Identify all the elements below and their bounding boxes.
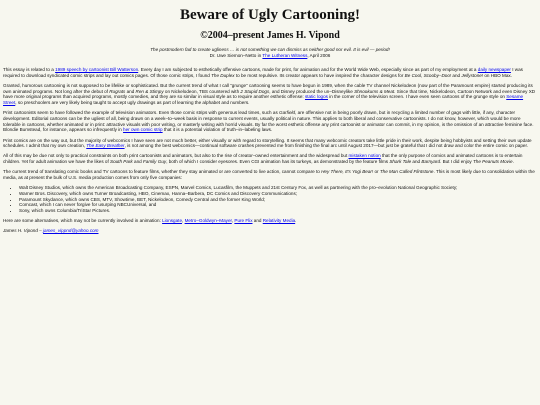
- text: This essay is related to a: [3, 67, 56, 72]
- text: and: [451, 72, 462, 78]
- text: .: [512, 159, 514, 165]
- attribution-prefix: Dr. Uwe Siemon–Netto in: [209, 53, 263, 58]
- paragraph-4: [3, 138, 537, 149]
- epigraph-quote: The postmodern fad to create ugliness … is not something we can dismiss as neither good nor evil. It is evil — period!: [150, 47, 390, 52]
- title-south-park: South Park: [110, 159, 133, 165]
- lutheran-witness-link[interactable]: The Lutheran Witness: [262, 53, 308, 58]
- text: . But I did enjoy: [440, 159, 473, 165]
- list-item: • Warner Bros. Discovery, which owns Turner Broadcasting, HBO, Cinemax, Hanna–Barbera, DC Comics and Discovery Communications;: [19, 191, 537, 197]
- author-email-link[interactable]: james_vippnd@yahoo.com: [43, 228, 99, 234]
- title-flintstone: The Man Called Flintstone: [379, 169, 434, 175]
- text: Here are some alternatives, which may not be currently involved in animation:: [3, 218, 163, 224]
- list-item: • Paramount Skydance, which owns CBS, MTV, Showtime, BET, Nickelodeon, Comedy Central and the former King World;: [19, 197, 537, 203]
- paragraph-7: [3, 218, 537, 224]
- signature: [3, 228, 537, 233]
- company-list: [3, 185, 537, 214]
- daily-newspaper-link[interactable]: daily newspaper: [477, 67, 511, 72]
- copyright-line: ©2004–present James H. Vipond: [200, 30, 340, 41]
- text: and: [132, 159, 143, 165]
- title-2-stupid-dogs: 2 Stupid Dogs: [240, 88, 270, 94]
- mistaken-notion-link[interactable]: mistaken notion: [348, 153, 381, 159]
- text: or: [373, 169, 380, 175]
- sesame-street-link[interactable]: Sesame Street: [3, 94, 524, 106]
- author-name: James H. Vipond: [3, 228, 38, 234]
- text: . Every day I am subjected to esthetically offensive cartoons, made for print, for animation and for the World Wide Web, especially since as part of my employment at a: [138, 67, 478, 72]
- text: All of this may be due not only to practical constraints on both print cartoonists and animators, but also to the rise of creator–owned entertainment and the widespread but: [3, 153, 349, 159]
- text: . Since that time, Nickelodeon, Cartoon Network and even Disney XD have more original programs than acquired programs, mostly comedies, and they are so similar in visual style as to require another esthetic offense:: [3, 88, 536, 100]
- text: to be most repulsive. Its creator appears to have inspired the character designs for: [234, 72, 405, 78]
- text: that the only purpose of comics and animated cartoons is to entertain children. Yet for adult animation we have the likes of: [3, 153, 523, 165]
- paragraph-1: [3, 67, 537, 78]
- paragraph-2: [3, 83, 537, 106]
- easy-breather-link[interactable]: The Easy Breather: [86, 143, 125, 149]
- title-peanuts-movie: The Peanuts Movie: [472, 159, 513, 165]
- separator: –: [37, 228, 44, 234]
- title-yogi-bear: Hey There, It's Yogi Bear!: [321, 169, 374, 175]
- text: I was required to download syndicated comic strips and lay out comics pages. Of those comic strips, I found: [3, 67, 523, 78]
- text: ,: [231, 218, 235, 224]
- text: . This is most likely due to consolidation within the media, as at present the bulk of U.S. media production comes from only five companies:: [3, 169, 535, 181]
- watterson-speech-link[interactable]: 1989 speech by cartoonist Bill Watterson: [55, 67, 139, 72]
- mgm-link[interactable]: Metro–Goldwyn–Mayer: [184, 218, 232, 224]
- title-family-guy: Family Guy: [142, 159, 167, 165]
- text: , both of which I consider eyesores. Even CGI animation has its turkeys, as demonstrated by the feature films: [166, 159, 390, 165]
- text: and: [125, 88, 136, 94]
- text: .: [295, 218, 297, 224]
- page-title: Beware of Ugly Cartooning!: [179, 7, 361, 23]
- title-garfield: Garfield: [279, 110, 296, 116]
- title-shnookums: Shnookums & Meat: [354, 88, 395, 94]
- text: on HBO Max.: [483, 72, 512, 78]
- list-item: • Comcast, which I can never forgive for usurping NBCUniversal, and: [19, 202, 537, 208]
- text: on Nickelodeon, TBS countered with: [163, 88, 241, 94]
- lionsgate-link[interactable]: Lionsgate: [162, 218, 183, 224]
- text: Print comics are on the way out, but the majority of webcomics I have seen are not much better, either visually or with regard to storytelling. It seems that many webcomic creators take little pride in their work, despite being hobbyists and setting their own update schedules. I admit that my own creation,: [3, 137, 532, 149]
- blondie-comic-link[interactable]: her own comic strip: [123, 127, 163, 133]
- epigraph-attribution: [3, 53, 537, 59]
- relativity-media-link[interactable]: Relativity Media: [262, 218, 296, 224]
- title-scooby: Be Cool, Scooby–Doo!: [404, 72, 452, 78]
- list-item: • Walt Disney Studios, which owns the American Broadcasting Company, ESPN, Marvel Comics, Lucasfilm, the Muppets and 21st Century Fox, as well as partnering with the pro–evolution National Geographic Society;: [19, 185, 537, 191]
- text: , so preschoolers are very likely being taught to accept ugly drawings as part of learning the alphabet and numbers.: [15, 100, 250, 106]
- text: Print cartoonists seem to have followed the example of television animators. Even those comic strips with generous lead times, such as: [3, 110, 280, 116]
- text: , and Disney produced the un–Disneylike: [269, 88, 355, 94]
- text: in the corner of the television screen. I have even seen cartoons of the grunge style on: [327, 94, 507, 100]
- text: , is not among the best webcomics—continual software crashes prevented me from finishing the final arc until August 2017—but just be grateful that I did not draw and color the entire comic on paper.: [124, 143, 529, 149]
- title-jellystone: Jellystone!: [461, 72, 484, 78]
- text: that it is a potential violation of truth–in–labeling laws.: [162, 127, 273, 133]
- title-barnyard: Barnyard: [421, 159, 441, 165]
- paragraph-5: [3, 153, 537, 164]
- static-logos-link[interactable]: static logos: [304, 94, 328, 100]
- attribution-suffix: , April 2006: [307, 53, 331, 58]
- text: and: [411, 159, 422, 165]
- title-ren-stimpy: Ren & Stimpy: [135, 88, 164, 94]
- title-duplex: The Duplex: [211, 72, 235, 78]
- text: The current trend of translating comic books and TV cartoons to feature films, whether they stay animated or are converted to live action, cannot compare to: [3, 169, 322, 175]
- text: and: [252, 218, 263, 224]
- text: Granted, humorous cartooning is not supposed to be lifelike or sophisticated. But the current trend of what I call “grunge” cartooning seems to have begun in 1989, when the cable TV channel Nickelodeon (now part of the Paramount empire) started producing its own animated programs. Not long after the debut of: [3, 82, 533, 94]
- paragraph-6: [3, 169, 537, 180]
- list-item: • Sony, which owns Columbia/TriStar Pictures.: [19, 208, 537, 214]
- text: , are offensive not in being poorly drawn, but in recycling a limited number of gags with little, if any, character development. Editorial cartoons can be the ugliest of all, being drawn on a week–to–week basis in response to current events, usually political in nature. This applies to both liberal and conservative cartoonists. I do not know, however, which would be more tolerable in cartoons, whether animated or in print: attractive visuals with poor writing, or masterly writing with horrid visuals. By far the worst esthetic offense any print cartoonist or animator can commit, in my opinion, is the omission of an attractive feminine face. Blondie Bumstead, for instance, appears so infrequently in: [3, 110, 534, 133]
- pure-flix-link[interactable]: Pure Flix: [234, 218, 253, 224]
- epigraph: [3, 47, 537, 59]
- text: ,: [182, 218, 185, 224]
- article: [3, 0, 537, 233]
- paragraph-3: [3, 110, 537, 133]
- title-shark-tale: Shark Tale: [389, 159, 412, 165]
- title-rugrats: Rugrats: [109, 88, 126, 94]
